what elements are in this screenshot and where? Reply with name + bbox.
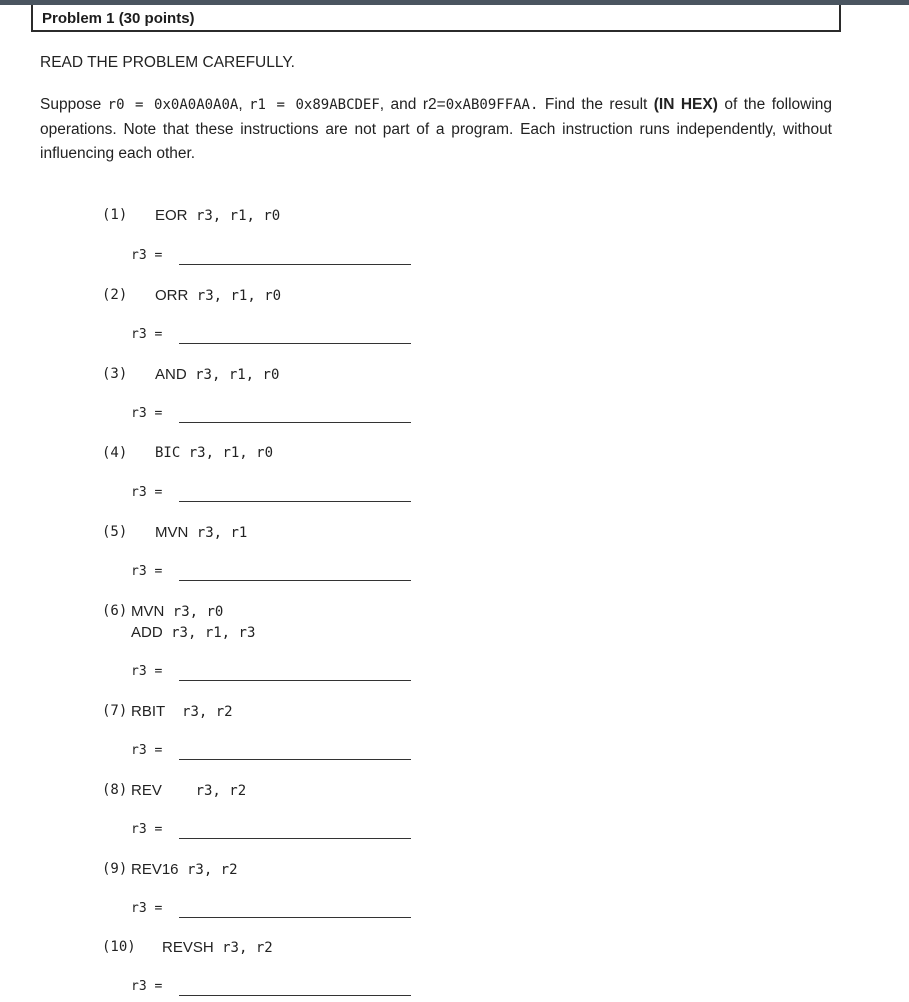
- operands: r3, r1, r3: [171, 625, 256, 641]
- problem-number: (8): [102, 782, 128, 798]
- intro-text-2: ,: [238, 96, 250, 113]
- in-hex-emphasis: (IN HEX): [653, 96, 718, 113]
- instruction-code: [131, 624, 255, 641]
- operands: r3, r1, r0: [195, 367, 280, 383]
- operands: r3, r2: [222, 940, 273, 956]
- opcode: RBIT: [131, 703, 166, 720]
- instruction-code: [155, 524, 247, 541]
- instruction-code: [155, 445, 273, 461]
- problem-number: (7): [102, 703, 128, 719]
- answer-blank-line[interactable]: [179, 264, 411, 265]
- intro-text-5: of the following operations. Note that these instructions are not part of a program. Each instruction runs independently, without influencing each other.: [40, 96, 833, 162]
- problem-number: (10): [102, 939, 136, 955]
- opcode: MVN: [155, 524, 189, 541]
- answer-blank-line[interactable]: [179, 917, 411, 918]
- answer-7[interactable]: [131, 743, 421, 763]
- problem-number: (5): [102, 524, 128, 540]
- answer-3[interactable]: [131, 406, 421, 426]
- instruction-code: [131, 703, 233, 720]
- operands: r3, r1, r0: [195, 208, 281, 224]
- answer-1[interactable]: [131, 248, 421, 268]
- intro-text-3: , and r2=: [379, 96, 446, 113]
- operands: r3, r1, r0: [188, 445, 274, 461]
- problem-6-second-line: [0, 624, 909, 656]
- instruction-code: [162, 939, 273, 956]
- problem-title: Problem 1 (30 points): [42, 10, 195, 27]
- problem-number: (3): [102, 366, 128, 382]
- opcode: REVSH: [162, 939, 214, 956]
- answer-blank-line[interactable]: [179, 995, 411, 996]
- instruction-code: [155, 207, 280, 224]
- opcode: REV16: [131, 861, 179, 878]
- answer-label: r3 =: [131, 485, 163, 500]
- r1-value: r1 = 0x89ABCDEF: [249, 97, 380, 113]
- problem-number: (1): [102, 207, 128, 223]
- answer-blank-line[interactable]: [179, 759, 411, 760]
- instruction-code: [131, 603, 223, 620]
- answer-blank-line[interactable]: [179, 838, 411, 839]
- opcode: ADD: [131, 624, 163, 641]
- problem-header: [31, 5, 841, 32]
- opcode: ORR: [155, 287, 189, 304]
- answer-label: r3 =: [131, 327, 163, 342]
- answer-blank-line[interactable]: [179, 580, 411, 581]
- operands: r3, r2: [195, 783, 247, 799]
- problem-number: (2): [102, 287, 128, 303]
- answer-9[interactable]: [131, 901, 421, 921]
- operands: r3, r2: [182, 704, 233, 720]
- instruction-code: [131, 861, 238, 878]
- instructions-text: READ THE PROBLEM CAREFULLY.: [40, 54, 295, 71]
- opcode: REV: [131, 782, 162, 799]
- answer-label: r3 =: [131, 901, 163, 916]
- answer-label: r3 =: [131, 248, 163, 263]
- answer-5[interactable]: [131, 564, 421, 584]
- opcode: AND: [155, 366, 187, 383]
- answer-10[interactable]: [131, 979, 421, 999]
- answer-label: r3 =: [131, 664, 163, 679]
- instruction-code: [155, 366, 279, 383]
- problem-number: (4): [102, 445, 128, 461]
- answer-label: r3 =: [131, 979, 163, 994]
- answer-6[interactable]: [131, 664, 421, 684]
- operands: r3, r2: [186, 862, 238, 878]
- opcode: MVN: [131, 603, 165, 620]
- answer-label: r3 =: [131, 564, 163, 579]
- r2-value: 0xAB09FFAA.: [445, 97, 539, 113]
- intro-text-1: Suppose: [40, 96, 108, 113]
- problem-number: (6): [102, 603, 128, 619]
- answer-label: r3 =: [131, 406, 163, 421]
- operands: r3, r1, r0: [196, 288, 282, 304]
- opcode: EOR: [155, 207, 188, 224]
- intro-text-4: Find the result: [538, 96, 654, 113]
- answer-blank-line[interactable]: [179, 343, 411, 344]
- opcode: BIC: [155, 445, 181, 461]
- answer-8[interactable]: [131, 822, 421, 842]
- answer-2[interactable]: [131, 327, 421, 347]
- answer-label: r3 =: [131, 822, 163, 837]
- operands: r3, r0: [172, 604, 224, 620]
- answer-label: r3 =: [131, 743, 163, 758]
- problem-number: (9): [102, 861, 128, 877]
- intro-paragraph: [40, 93, 832, 167]
- answer-4[interactable]: [131, 485, 421, 505]
- instruction-code: [131, 782, 246, 799]
- answer-blank-line[interactable]: [179, 680, 411, 681]
- operands: r3, r1: [196, 525, 248, 541]
- answer-blank-line[interactable]: [179, 501, 411, 502]
- instruction-code: [155, 287, 281, 304]
- answer-blank-line[interactable]: [179, 422, 411, 423]
- r0-value: r0 = 0x0A0A0A0A: [107, 97, 239, 113]
